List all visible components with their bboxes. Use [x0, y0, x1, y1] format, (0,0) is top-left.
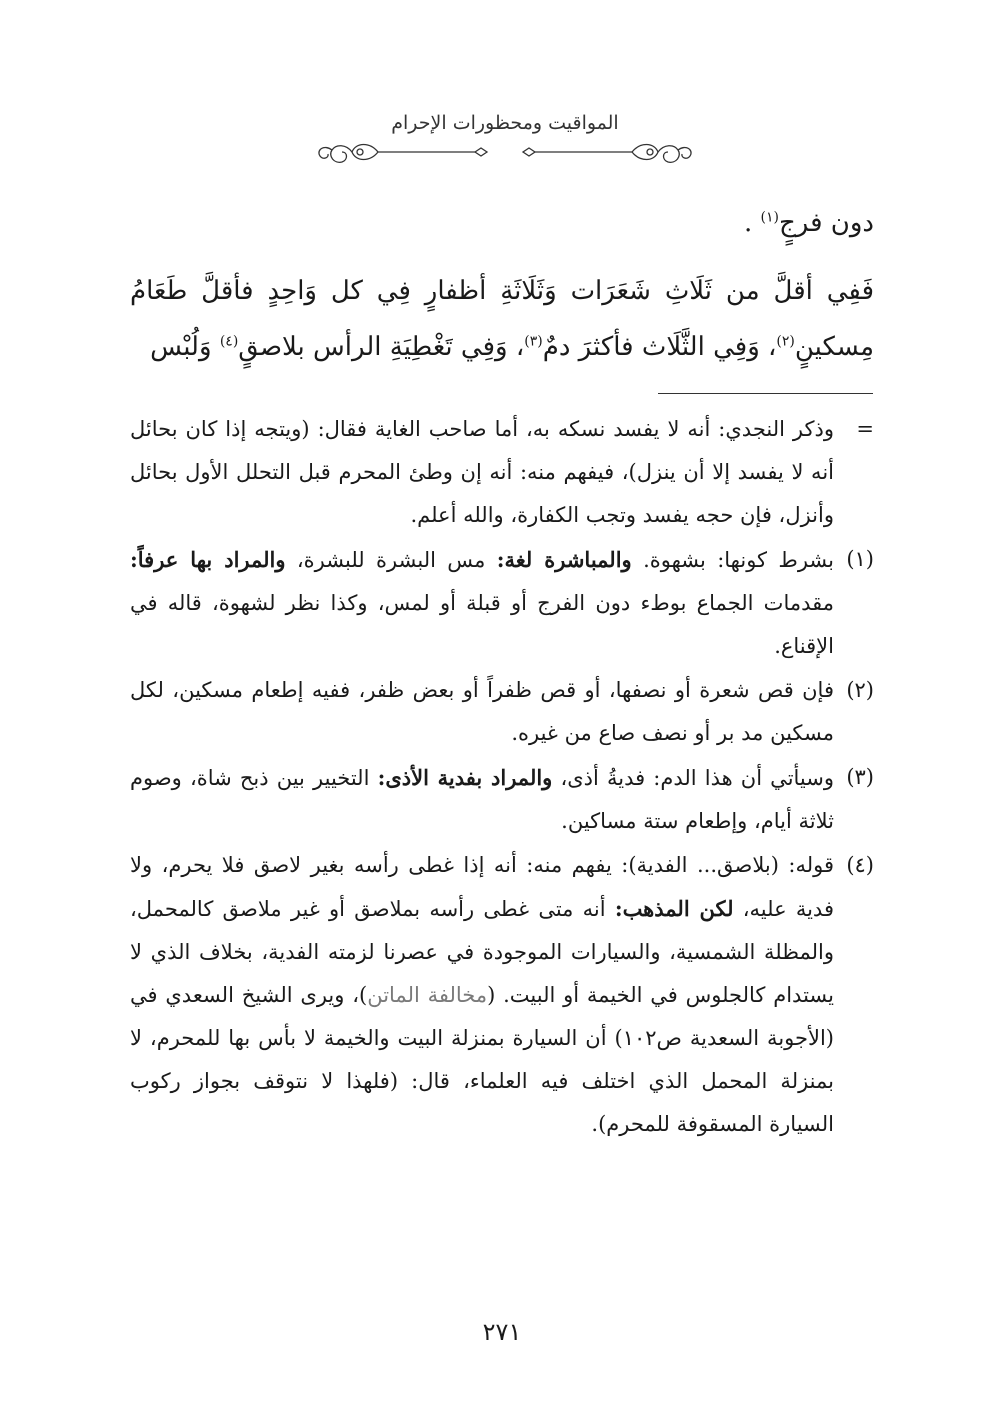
footnote-3-a: وسيأتي أن هذا الدم: فديةُ أذى، — [560, 766, 835, 790]
page-number: ٢٧١ — [482, 1318, 522, 1346]
footnote-4-c: أنه متى غطى رأسه بملاصق أو غير ملاصق كالمحمل، والمظلة الشمسية، والسيارات الموجودة في عصرنا لزمته الفدية، بخلاف الذي لا يستدام كالجلوس في الخيمة أو البيت. ( — [130, 897, 834, 1007]
footnote-2-number: (٢) — [846, 678, 874, 702]
footnote-4-number: (٤) — [846, 853, 874, 877]
main-line-1-end: . — [743, 208, 753, 238]
footnote-3-c: التخيير بين ذبح شاة، وصوم ثلاثة أيام، وإطعام ستة مساكين. — [130, 766, 834, 833]
footnote-1-bold-term-1: والمباشرة لغة: — [496, 547, 632, 572]
footnote-4-e: )، ويرى الشيخ السعدي في (الأجوبة السعدية ص١٠٢) أن السيارة بمنزلة البيت والخيمة لا بأس بها للمحرم، لا بمنزلة المحمل الذي اختلف فيه العلماء، قال: (فلهذا لا نتوقف بجواز ركوب السيارة المسقوفة للمحرم). — [130, 983, 834, 1136]
header-title: المواقيت ومحظورات الإحرام — [391, 112, 619, 134]
footnote-1-number: (١) — [846, 547, 874, 571]
running-header — [300, 112, 710, 172]
main-paragraph-2 — [130, 263, 874, 375]
footnote-2 — [130, 669, 874, 755]
footnote-ref-1[interactable]: (١) — [760, 209, 779, 226]
footnote-3-text — [130, 756, 834, 843]
footnote-1-text — [130, 538, 834, 668]
main-para-2-part-4: وَلُبْس — [150, 332, 212, 362]
main-line-1-text: دون فرجٍ — [778, 208, 874, 238]
footnote-1-c: مس البشرة للبشرة، — [296, 548, 486, 572]
footnote-separator — [658, 393, 873, 394]
footnote-4-bold-term: لكن المذهب: — [614, 896, 734, 921]
footnote-ref-3[interactable]: (٣) — [524, 333, 543, 350]
footnote-2-text: فإن قص شعرة أو نصفها، أو قص ظفراً أو بعض ظفر، ففيه إطعام مسكين، لكل مسكين مد بر أو نصف صاع من غيره. — [130, 678, 834, 745]
footnote-4 — [130, 844, 874, 1146]
footnote-1 — [130, 538, 874, 668]
footnote-3-number: (٣) — [846, 765, 874, 789]
main-para-2-part-2: ، وَفِي الثَّلَاث فأكثرَ دمٌ — [542, 332, 777, 362]
footnotes — [130, 408, 874, 1147]
footnote-4-a: قوله: (بلاصق... الفدية): يفهم منه: أنه إذا غطى رأسه بغير لاصق فلا يحرم، ولا فدية عليه، — [130, 853, 834, 921]
footnote-4-text — [130, 844, 834, 1146]
footnote-4-grey-note: مخالفة الماتن — [367, 983, 488, 1007]
footnote-3 — [130, 756, 874, 843]
footnote-3-bold-term: والمراد بفدية الأذى: — [377, 765, 553, 790]
footnote-continuation-text: وذكر النجدي: أنه لا يفسد نسكه به، أما صاحب الغاية فقال: (ويتجه إذا كان بحائل أنه لا يفسد إلا أن ينزل)، فيفهم منه: أنه إن وطئ المحرم قبل التحلل الأول بحائل وأنزل، فإن حجه يفسد وتجب الكفارة، والله أعلم. — [130, 417, 834, 527]
footnote-1-e: مقدمات الجماع بوطء دون الفرج أو قبلة أو لمس، وكذا نظر لشهوة، قاله في الإقناع. — [130, 591, 834, 658]
main-para-2-part-1: فَفِي أقلَّ من ثَلَاثِ شَعَرَات وَثَلَاثَةِ أظفارٍ فِي كل وَاحِدٍ فأقلَّ طَعَامُ مِسكينٍ — [130, 276, 874, 362]
main-line-1 — [130, 195, 874, 251]
main-para-2-part-3: ، وَفِي تَغْطِيَةِ الرأس بلاصقٍ — [238, 332, 525, 362]
floral-divider-ornament-icon — [300, 138, 710, 170]
main-text — [130, 195, 874, 375]
footnote-1-a: بشرط كونها: بشهوة. — [643, 548, 835, 572]
footnote-continuation — [130, 408, 874, 537]
footnote-ref-4[interactable]: (٤) — [219, 333, 239, 350]
footnote-ref-2[interactable]: (٢) — [776, 333, 795, 350]
continuation-marker: = — [856, 417, 874, 441]
footnote-1-bold-term-2: والمراد بها عرفاً: — [130, 547, 286, 572]
